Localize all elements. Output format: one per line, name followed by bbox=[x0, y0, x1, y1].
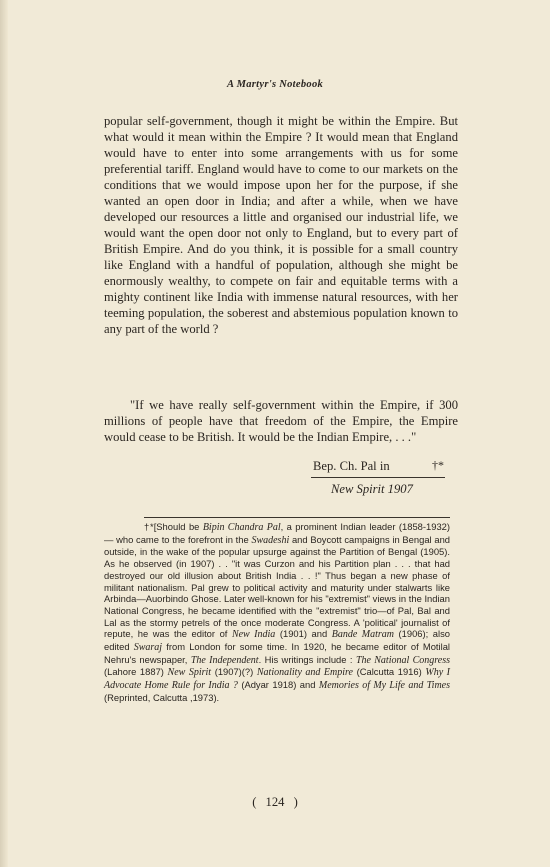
footnote-marker: †* bbox=[144, 521, 154, 532]
quote-paragraph: "If we have really self-government within the Empire, if 300 millions of people have that freedom of the Empire, the Empire would cease to be British. It would be the Indian Empire, . . ." bbox=[104, 398, 458, 444]
footnote-text: (1901) and bbox=[275, 628, 332, 640]
running-head: A Martyr's Notebook bbox=[226, 79, 324, 90]
page-edge bbox=[0, 0, 8, 867]
footnote-italic: Bipin Chandra Pal bbox=[202, 522, 281, 533]
footnote-italic: The National Congress bbox=[355, 654, 450, 666]
footnote-text: (Lahore 1887) bbox=[104, 666, 168, 678]
body-text bbox=[104, 113, 458, 337]
footnote-text: (Adyar 1918) and bbox=[237, 679, 319, 691]
footnote-rule bbox=[144, 517, 450, 518]
footnote-italic: Nationality and Empire bbox=[256, 667, 353, 679]
footnote-text: and Boycott campaigns in Bengal and outside, in the wake of the popular upsurge against the Partition of Bengal (1905). As he observed (in 1907) . . "it was Curzon and his Partition plan . . . that had destroyed our old illusion about British India . . !" Thus began a new phase of militant nationalism. Pal grew to political activity and maturity under stalwarts like Arbinda—Auorbindo Ghose. Later well-known for his "extremist" views in the Indian National Congress, he became identified with the "extremist" trio—of Pal, Bal and Lal as the stormy petrels of the once moderate Congress. A 'political' journalist of repute, he was the editor of bbox=[104, 533, 450, 640]
footnote-italic: Memories of My Life and Times bbox=[318, 680, 450, 692]
signature-rule bbox=[311, 477, 445, 478]
footnote-italic: New Spirit bbox=[167, 667, 212, 679]
signature-footnote-mark: †* bbox=[432, 458, 444, 472]
footnote-text: (1907)(?) bbox=[211, 666, 257, 678]
footnote-italic: Swaraj bbox=[133, 642, 163, 654]
page-number: ( 124 ) bbox=[252, 795, 298, 809]
footnote-text: from London for some time. In 1920, he became editor of Motilal Nehru's newspaper, bbox=[104, 641, 450, 665]
footnote-italic: Bande Matram bbox=[331, 629, 394, 641]
footnote-italic: Swadeshi bbox=[251, 534, 290, 546]
footnote-text: , a prominent Indian leader (1858-1932) — who came to the forefront in the bbox=[104, 521, 450, 545]
footnote-text: . His writings include : bbox=[258, 653, 356, 665]
footnote-italic: Why I Advocate Home Rule for India ? bbox=[104, 667, 450, 692]
footnote bbox=[104, 521, 450, 704]
footnote-text: [Should be bbox=[153, 521, 203, 532]
footnote-italic: New India bbox=[231, 629, 276, 641]
footnote-text: (Calcutta 1916) bbox=[353, 666, 426, 678]
body-paragraph: popular self-government, though it might be within the Empire. But what would it mean within the Empire ? It would mean that England would have to enter into some arrangements with us for some preferential tariff. England would have to come to our markets on the conditions that we would impose upon her for the purpose, if she wanted an open door in India; and after a while, when we have developed our resources a little and organised our industrial life, we would want the open door not only to England, but to every part of British Empire. And do you think, it is possible for a small country like England with a handful of population, although she might be enormously wealthy, to compete on fair and equitable terms with a mighty continent like India with immense natural resources, with her teeming population, the soberest and abstemious population known to any part of the world ? bbox=[104, 114, 458, 336]
footnote-text: (1906); also edited bbox=[104, 628, 450, 653]
signature-source: New Spirit 1907 bbox=[331, 482, 413, 496]
signature-name: Bep. Ch. Pal in bbox=[313, 459, 390, 473]
footnote-italic: The Independent bbox=[190, 654, 259, 666]
footnote-text: (Reprinted, Calcutta ,1973). bbox=[104, 691, 220, 703]
